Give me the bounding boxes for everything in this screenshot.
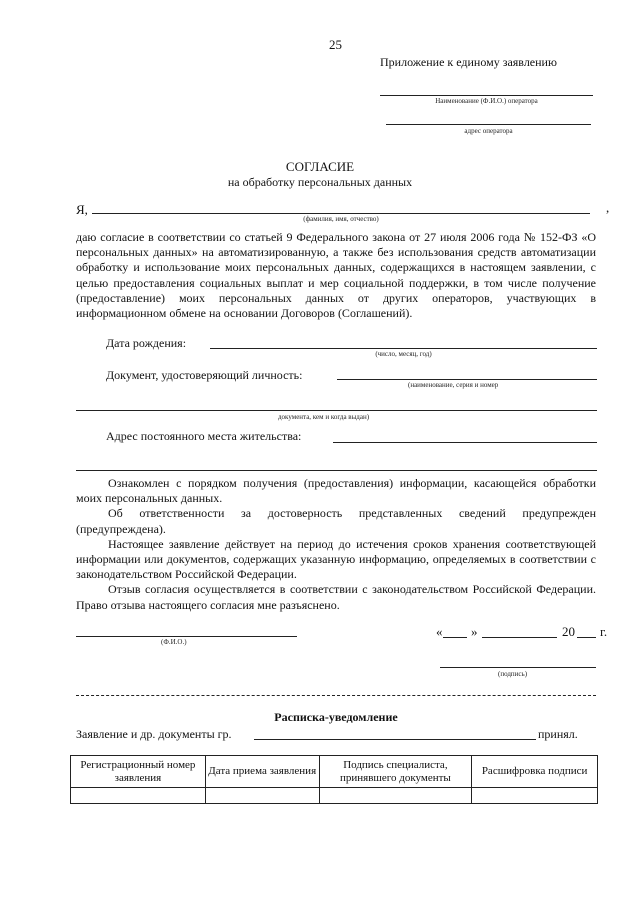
signature-caption: (подпись) <box>498 670 528 678</box>
id-document-line-2[interactable] <box>76 410 597 411</box>
year-prefix: 20 <box>562 624 575 639</box>
address-line[interactable] <box>333 442 597 443</box>
acquainted-paragraph: Ознакомлен с порядком получения (предоставления) информации, касающейся обработки моих персональных данных. <box>76 476 596 506</box>
receipt-table <box>70 755 598 804</box>
birth-date-line[interactable] <box>210 348 597 349</box>
fio-line[interactable] <box>76 636 297 637</box>
responsibility-paragraph: Об ответственности за достоверность представленных сведений предупрежден (предупреждена). <box>76 506 596 536</box>
birth-date-caption: (число, месяц, год) <box>375 350 432 358</box>
signature-line[interactable] <box>440 667 596 668</box>
operator-name-line[interactable] <box>380 95 593 96</box>
subject-suffix: , <box>606 200 610 215</box>
fio-caption: (Ф.И.О.) <box>161 638 187 646</box>
receipt-text-suffix: принял. <box>538 727 578 741</box>
day-line[interactable] <box>443 637 467 638</box>
receipt-col-decryption: Расшифровка подписи <box>472 756 598 788</box>
receipt-name-line[interactable] <box>254 739 536 740</box>
document-subtitle: на обработку персональных данных <box>227 175 413 189</box>
document-title: СОГЛАСИЕ <box>285 159 355 174</box>
receipt-col-signature: Подпись специалиста, принявшего документы <box>319 756 472 788</box>
subject-caption: (фамилия, имя, отчество) <box>303 215 379 223</box>
receipt-text-prefix: Заявление и др. документы гр. <box>76 727 232 741</box>
receipt-data-row <box>71 788 598 804</box>
date-open-quote: « <box>436 624 443 639</box>
validity-paragraph: Настоящее заявление действует на период до истечения сроков хранения соответствующей информации или документов, содержащих указанную информацию, определяемых в соответствии с законодательством Российской Федерации. <box>76 536 596 582</box>
receipt-cell-registration[interactable] <box>71 788 206 804</box>
consent-paragraph: даю согласие в соответствии со статьей 9 Федерального закона от 27 июля 2006 года № 152-ФЗ «О персональных данных» на автоматизированную, а также без использования средств автоматизации обработку и использование моих персональных данных, содержащихся в настоящем заявлении, с целью предоставления социальных выплат и мер социальной поддержки, в том числе получение (предоставление) моих персональных данных от других операторов, участвующих в информационном обмене на основании Договоров (Соглашений). <box>76 230 596 321</box>
receipt-header-row <box>71 756 598 788</box>
date-close-quote: » <box>471 624 478 639</box>
operator-address-caption: адрес оператора <box>464 127 513 135</box>
id-document-caption-2: документа, кем и когда выдан) <box>278 413 370 421</box>
receipt-col-date: Дата приема заявления <box>205 756 319 788</box>
receipt-cell-decryption[interactable] <box>472 788 598 804</box>
operator-address-line[interactable] <box>386 124 591 125</box>
receipt-cell-date[interactable] <box>205 788 319 804</box>
operator-name-caption: Наименование (Ф.И.О.) оператора <box>435 97 538 105</box>
birth-date-label: Дата рождения: <box>106 336 187 350</box>
id-document-label: Документ, удостоверяющий личность: <box>106 368 303 382</box>
year-suffix: г. <box>600 624 608 639</box>
page-number: 25 <box>329 37 342 52</box>
year-line[interactable] <box>577 637 596 638</box>
address-label: Адрес постоянного места жительства: <box>106 429 302 443</box>
statements-block <box>76 476 596 613</box>
month-line[interactable] <box>482 637 557 638</box>
appendix-heading: Приложение к единому заявлению <box>380 55 557 69</box>
id-document-line[interactable] <box>337 379 597 380</box>
id-document-caption: (наименование, серия и номер <box>408 381 499 389</box>
subject-name-line[interactable] <box>92 213 590 214</box>
receipt-col-registration: Регистрационный номер заявления <box>71 756 206 788</box>
revocation-paragraph: Отзыв согласия осуществляется в соответствии с законодательством Российской Федерации. Право отзыва настоящего согласия мне разъяснено. <box>76 582 596 612</box>
receipt-title: Расписка-уведомление <box>274 710 398 724</box>
cut-line <box>76 695 596 696</box>
address-line-2[interactable] <box>76 470 597 471</box>
subject-prefix: Я, <box>76 202 88 217</box>
receipt-cell-signature[interactable] <box>319 788 472 804</box>
